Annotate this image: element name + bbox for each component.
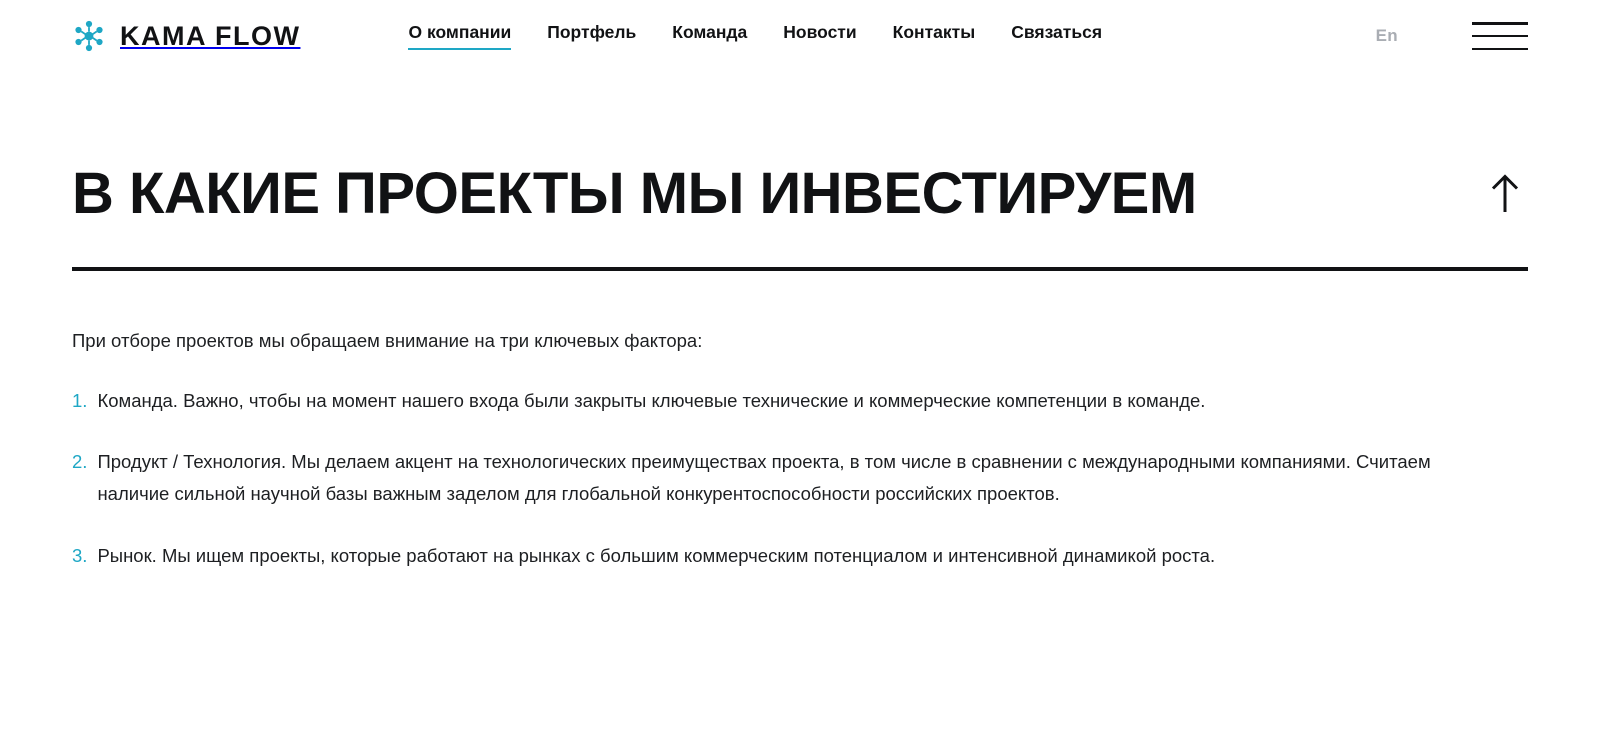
main-navigation xyxy=(408,22,1102,50)
brand-logo-link[interactable] xyxy=(72,19,300,53)
hamburger-line-middle xyxy=(1472,35,1528,38)
list-item-text: Команда. Важно, чтобы на момент нашего входа были закрыты ключевые технические и коммерческие компетенции в команде. xyxy=(97,389,1206,411)
list-item xyxy=(72,446,1492,510)
nav-item-portfolio[interactable]: Портфель xyxy=(547,22,637,42)
site-header xyxy=(0,0,1600,72)
list-item xyxy=(72,385,1492,417)
hamburger-menu-icon[interactable] xyxy=(1472,22,1528,50)
brand-name: KAMA FLOW xyxy=(120,20,301,51)
list-item-text: Продукт / Технология. Мы делаем акцент на технологических преимуществах проекта, в том числе в сравнении с международными компаниями. Считаем наличие сильной научной базы важным заделом для глобальной конкурентоспособности российских проектов. xyxy=(97,451,1431,505)
nav-item-news[interactable]: Новости xyxy=(783,22,857,42)
nav-item-contacts[interactable]: Контакты xyxy=(892,22,976,42)
nav-item-about[interactable]: О компании xyxy=(408,22,511,50)
list-item-marker: 3. xyxy=(72,545,88,567)
language-switch-en[interactable]: En xyxy=(1375,26,1398,45)
hamburger-line-top xyxy=(1472,22,1528,25)
list-item-text: Рынок. Мы ищем проекты, которые работают на рынках с большим коммерческим потенциалом и интенсивной динамикой роста. xyxy=(97,545,1216,567)
nav-item-get-in-touch[interactable]: Связаться xyxy=(1011,22,1103,42)
factors-list xyxy=(72,385,1528,572)
page-content xyxy=(0,161,1600,572)
list-item xyxy=(72,540,1492,572)
brain-network-icon xyxy=(72,19,106,53)
hamburger-line-bottom xyxy=(1472,48,1528,51)
arrow-up-icon[interactable] xyxy=(1482,171,1528,217)
list-item-marker: 2. xyxy=(72,451,88,473)
list-item-marker: 1. xyxy=(72,389,88,411)
header-actions xyxy=(1376,22,1528,50)
page-title: В КАКИЕ ПРОЕКТЫ МЫ ИНВЕСТИРУЕМ xyxy=(72,161,1197,226)
title-divider xyxy=(72,267,1528,271)
intro-paragraph: При отборе проектов мы обращаем внимание на три ключевых фактора: xyxy=(72,329,703,351)
nav-item-team[interactable]: Команда xyxy=(672,22,748,42)
page-title-row xyxy=(72,161,1528,226)
